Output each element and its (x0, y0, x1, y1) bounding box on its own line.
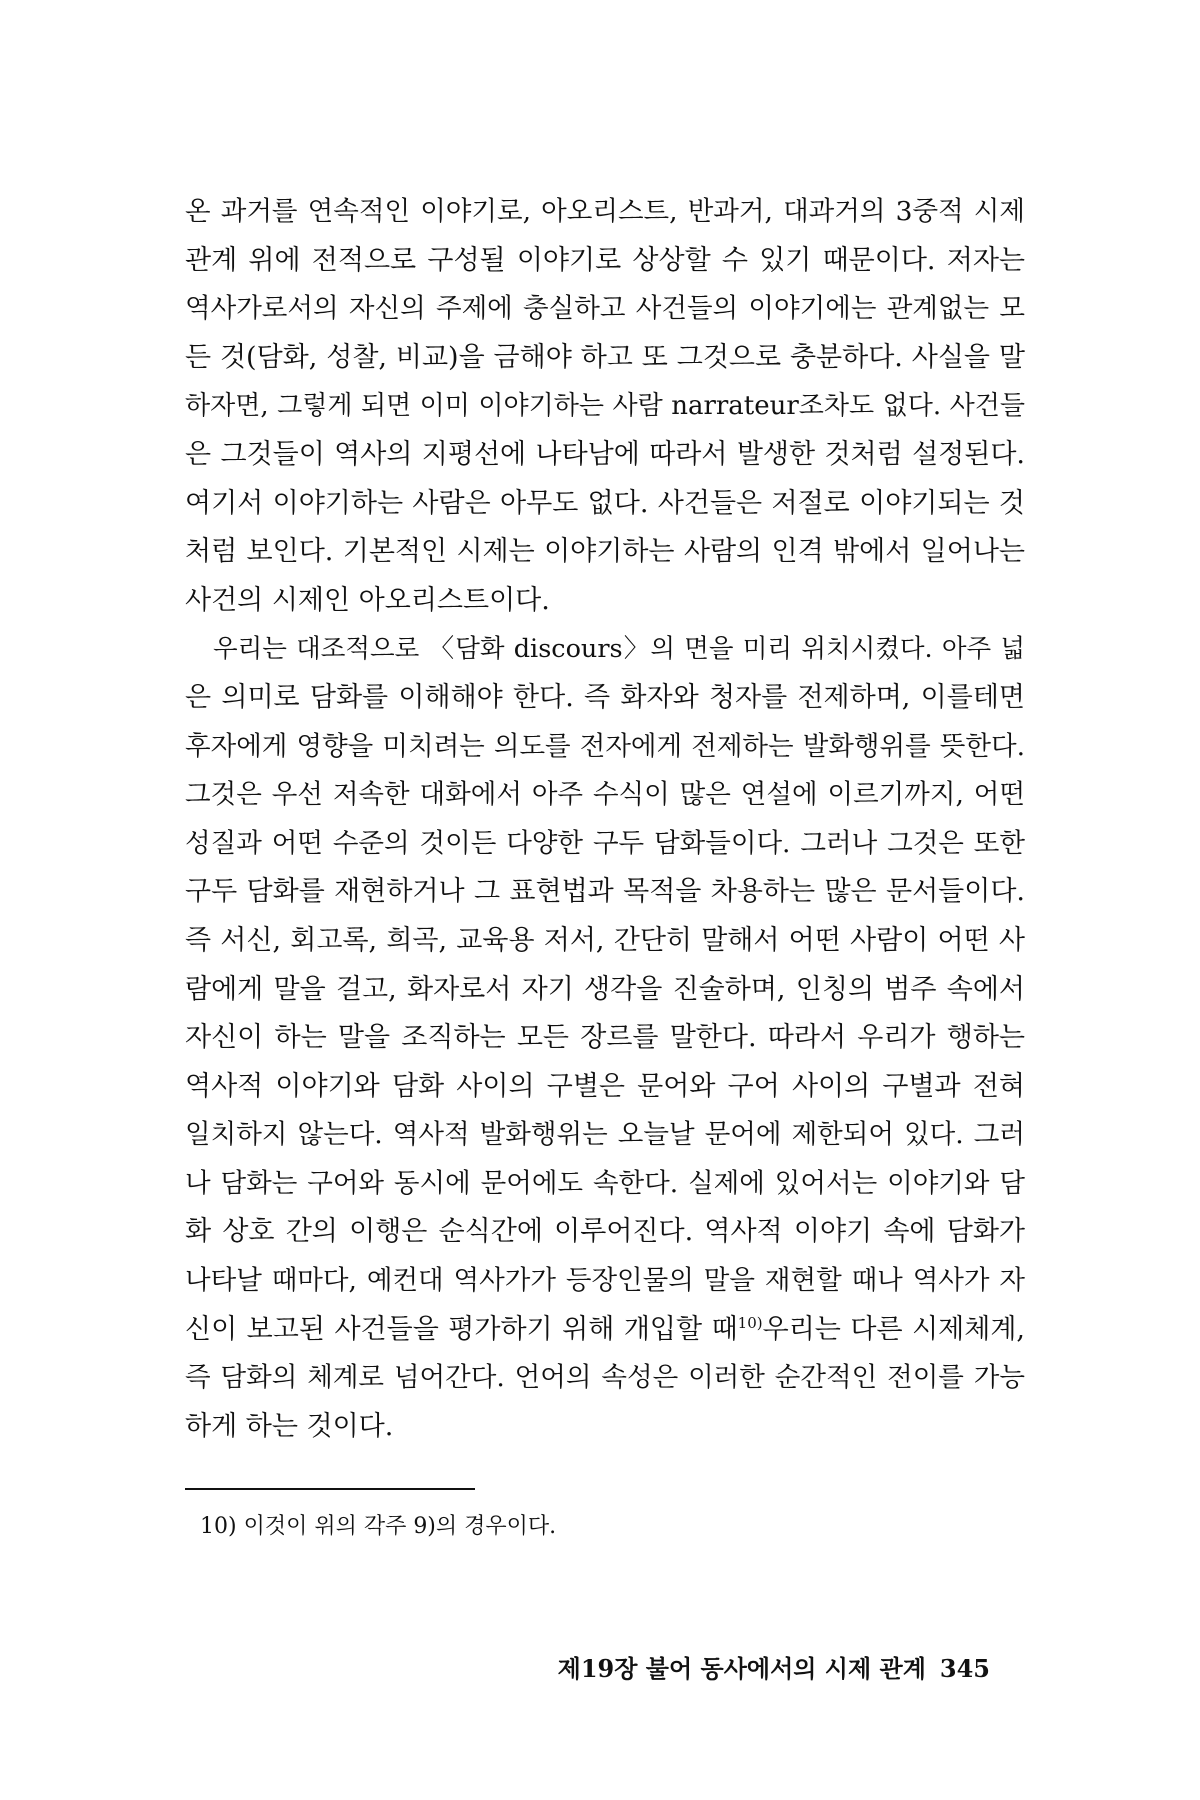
body-line-26: 하게 하는 것이다. (185, 1410, 394, 1442)
body-line-12: 후자에게 영향을 미치려는 의도를 전자에게 전제하는 발화행위를 뜻한다. (185, 730, 1025, 762)
body-line-24 (185, 1306, 1025, 1355)
body-line-13: 그것은 우선 저속한 대화에서 아주 수식이 많은 연설에 이르기까지, 어떤 (185, 779, 1025, 811)
footnote-divider (185, 1488, 475, 1490)
body-line-10: 우리는 대조적으로 〈담화 discours〉의 면을 미리 위치시켰다. 아주 넓 (213, 634, 1025, 665)
body-line-20: 일치하지 않는다. 역사적 발화행위는 오늘날 문어에 제한되어 있다. 그러 (185, 1119, 1025, 1151)
body-line-18: 자신이 하는 말을 조직하는 모든 장르를 말한다. 따라서 우리가 행하는 (185, 1022, 1025, 1054)
body-line-5: 하자면, 그렇게 되면 이미 이야기하는 사람 narrateur조차도 없다. 사건들 (185, 391, 1025, 422)
chapter-title: 제19장 불어 동사에서의 시제 관계 (557, 1654, 926, 1683)
body-line-23: 나타날 때마다, 예컨대 역사가가 등장인물의 말을 재현할 때나 역사가 자 (185, 1265, 1025, 1297)
body-line-21: 나 담화는 구어와 동시에 문어에도 속한다. 실제에 있어서는 이야기와 담 (185, 1167, 1025, 1199)
footnote-10: 10) 이것이 위의 각주 9)의 경우이다. (200, 1514, 557, 1539)
body-line-17: 람에게 말을 걸고, 화자로서 자기 생각을 진술하며, 인칭의 범주 속에서 (185, 973, 1025, 1005)
body-line-9: 사건의 시제인 아오리스트이다. (185, 584, 550, 616)
body-line-8: 처럼 보인다. 기본적인 시제는 이야기하는 사람의 인격 밖에서 일어나는 (185, 536, 1025, 568)
body-line-7: 여기서 이야기하는 사람은 아무도 없다. 사건들은 저절로 이야기되는 것 (185, 487, 1025, 519)
body-line-11: 은 의미로 담화를 이해해야 한다. 즉 화자와 청자를 전제하며, 이를테면 (185, 681, 1025, 713)
body-line-24-tail: 우리는 다른 시제체계, (762, 1313, 1025, 1345)
body-line-3: 역사가로서의 자신의 주제에 충실하고 사건들의 이야기에는 관계없는 모 (185, 293, 1025, 325)
page-number: 345 (939, 1654, 990, 1683)
body-line-2: 관계 위에 전적으로 구성될 이야기로 상상할 수 있기 때문이다. 저자는 (185, 244, 1025, 276)
body-line-1: 온 과거를 연속적인 이야기로, 아오리스트, 반과거, 대과거의 3중적 시제 (185, 196, 1025, 227)
body-line-15: 구두 담화를 재현하거나 그 표현법과 목적을 차용하는 많은 문서들이다. (185, 876, 1025, 908)
body-line-22: 화 상호 간의 이행은 순식간에 이루어진다. 역사적 이야기 속에 담화가 (185, 1216, 1025, 1248)
body-line-14: 성질과 어떤 수준의 것이든 다양한 구두 담화들이다. 그러나 그것은 또한 (185, 827, 1025, 859)
body-text (185, 188, 1025, 1451)
footnote-reference[interactable]: 10) (737, 1313, 763, 1332)
running-footer (558, 1652, 990, 1686)
body-line-6: 은 그것들이 역사의 지평선에 나타남에 따라서 발생한 것처럼 설정된다. (185, 438, 1025, 470)
body-line-19: 역사적 이야기와 담화 사이의 구별은 문어와 구어 사이의 구별과 전혀 (185, 1070, 1025, 1102)
body-line-24-head: 신이 보고된 사건들을 평가하기 위해 개입할 때 (185, 1313, 738, 1345)
body-line-4: 든 것(담화, 성찰, 비교)을 금해야 하고 또 그것으로 충분하다. 사실을 말 (185, 341, 1025, 373)
body-line-25: 즉 담화의 체계로 넘어간다. 언어의 속성은 이러한 순간적인 전이를 가능 (185, 1362, 1025, 1394)
body-line-16: 즉 서신, 회고록, 희곡, 교육용 저서, 간단히 말해서 어떤 사람이 어떤 사 (185, 924, 1025, 956)
